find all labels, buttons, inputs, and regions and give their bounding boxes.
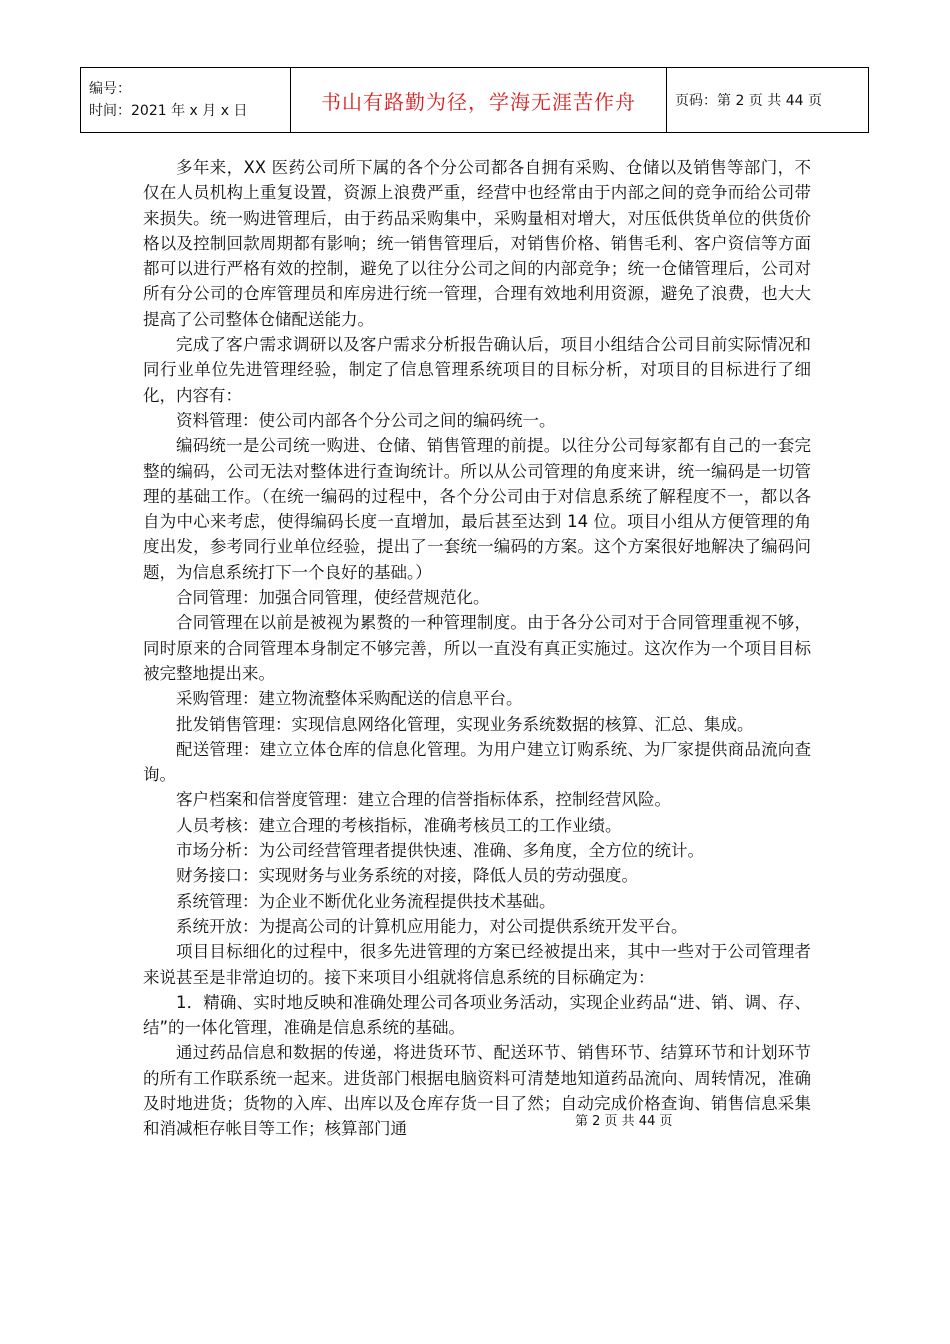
document-number-label: 编号： <box>89 81 131 97</box>
header-motto: 书山有路勤为径，学海无涯苦作舟 <box>321 89 636 114</box>
paragraph: 合同管理在以前是被视为累赘的一种管理制度。由于各分公司对于合同管理重视不够，同时原来的合同管理本身制定不够完善，所以一直没有真正实施过。这次作为一个项目目标被完整地提出来。 <box>143 613 811 683</box>
paragraph: 资料管理：使公司内部各个分公司之间的编码统一。 <box>176 410 556 430</box>
paragraph: 通过药品信息和数据的传递，将进货环节、配送环节、销售环节、结算环节和计划环节的所有工作联系统一起来。进货部门根据电脑资料可清楚地知道药品流向、周转情况，准确及时地进货；货物的入库、出库以及仓库存货一目了然；自动完成价格查询、销售信息采集和消减柜存帐目等工作；核算部门通 <box>143 1043 811 1139</box>
paragraph: 配送管理：建立立体仓库的信息化管理。为用户建立订购系统、为厂家提供商品流向查询。 <box>143 739 811 785</box>
paragraph: 编码统一是公司统一购进、仓储、销售管理的前提。以往分公司每家都有自己的一套完整的编码，公司无法对整体进行查询统计。所以从公司管理的角度来讲，统一编码是一切管理的基础工作。（在统一编码的过程中，各个分公司由于对信息系统了解程度不一，都以各自为中心来考虑，使得编码长度一直增加，最后甚至达到 14 位。项目小组从方便管理的角度出发，参考同行业单位经验，提出了一套统一编码的方案。这个方案很好地解决了编码问题，为信息系统打下一个良好的基础。） <box>143 436 811 582</box>
document-body <box>143 155 811 1142</box>
document-date-label: 时间：2021 年 x 月 x 日 <box>89 103 248 119</box>
header-page-cell <box>667 68 869 133</box>
document-header-table <box>80 67 869 133</box>
paragraph: 系统管理：为企业不断优化业务流程提供技术基础。 <box>176 891 556 911</box>
paragraph: 客户档案和信誉度管理：建立合理的信誉指标体系，控制经营风险。 <box>176 790 671 810</box>
paragraph: 市场分析：为公司经营管理者提供快速、准确、多角度，全方位的统计。 <box>176 841 704 861</box>
paragraph: 财务接口：实现财务与业务系统的对接，降低人员的劳动强度。 <box>176 866 638 886</box>
header-meta-cell <box>81 68 291 133</box>
paragraph: 合同管理：加强合同管理，使经营规范化。 <box>176 588 490 608</box>
header-page-info: 页码：第 2 页 共 44 页 <box>675 93 822 109</box>
paragraph: 系统开放：为提高公司的计算机应用能力，对公司提供系统开发平台。 <box>176 916 688 936</box>
paragraph: 批发销售管理：实现信息网络化管理，实现业务系统数据的核算、汇总、集成。 <box>176 714 754 734</box>
paragraph: 1．精确、实时地反映和准确处理公司各项业务活动，实现企业药品“进、销、调、存、结”的一体化管理，准确是信息系统的基础。 <box>143 992 811 1038</box>
page-footer-number: 第 2 页 共 44 页 <box>575 1114 673 1129</box>
paragraph: 人员考核：建立合理的考核指标，准确考核员工的工作业绩。 <box>176 815 622 835</box>
paragraph: 项目目标细化的过程中，很多先进管理的方案已经被提出来，其中一些对于公司管理者来说甚至是非常迫切的。接下来项目小组就将信息系统的目标确定为： <box>143 942 811 987</box>
header-motto-cell <box>291 68 667 133</box>
paragraph: 完成了客户需求调研以及客户需求分析报告确认后，项目小组结合公司目前实际情况和同行业单位先进管理经验，制定了信息管理系统项目的目标分析，对项目的目标进行了细化，内容有： <box>143 335 811 405</box>
paragraph: 多年来，XX 医药公司所下属的各个分公司都各自拥有采购、仓储以及销售等部门，不仅在人员机构上重复设置，资源上浪费严重，经营中也经常由于内部之间的竞争而给公司带来损失。统一购进管理后，由于药品采购集中，采购量相对增大，对压低供货单位的供货价格以及控制回款周期都有影响；统一销售管理后，对销售价格、销售毛利、客户资信等方面都可以进行严格有效的控制，避免了以往分公司之间的内部竞争；统一仓储管理后，公司对所有分公司的仓库管理员和库房进行统一管理，合理有效地利用资源，避免了浪费，也大大提高了公司整体仓储配送能力。 <box>143 158 811 329</box>
paragraph: 采购管理：建立物流整体采购配送的信息平台。 <box>176 689 523 709</box>
